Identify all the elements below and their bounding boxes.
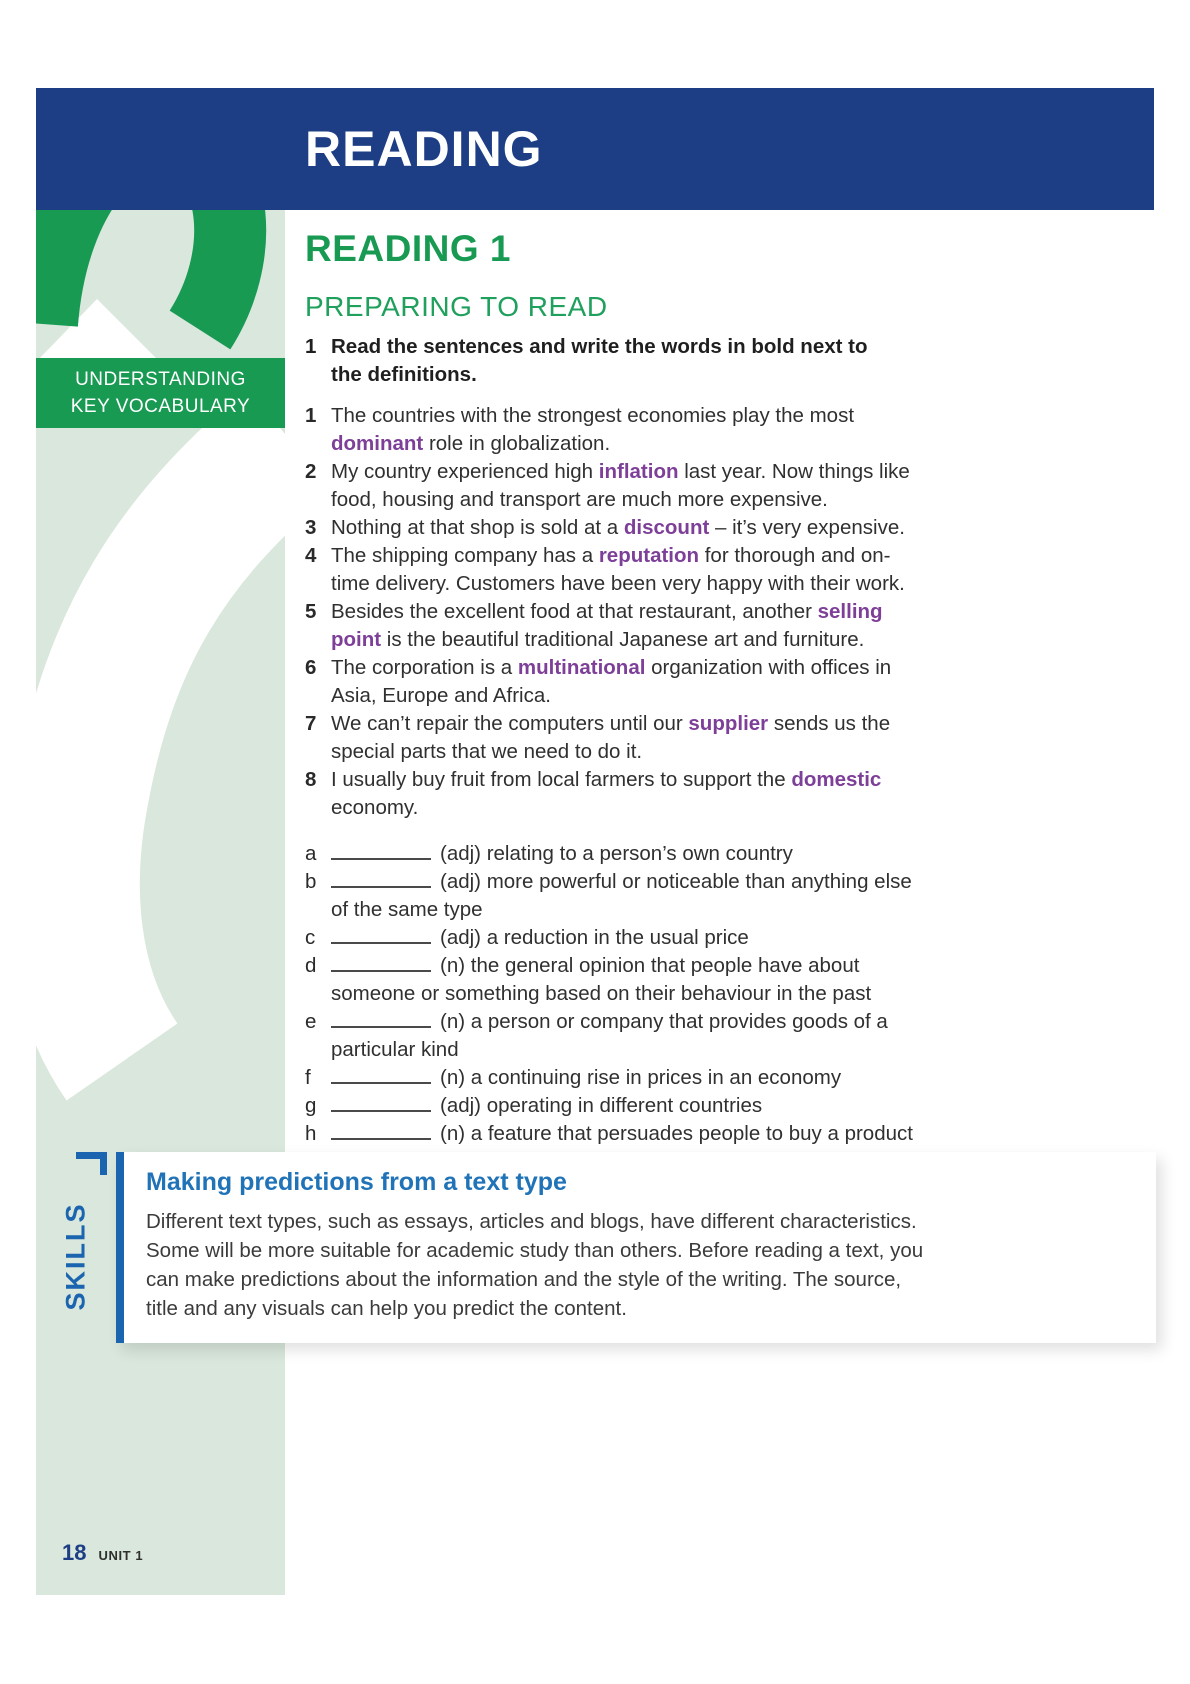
sentence-text-segment: economy.	[331, 796, 419, 819]
definition-blank-line	[331, 955, 431, 972]
definition-text: (adj) more powerful or noticeable than anything else of the same type	[331, 870, 912, 921]
page-title: READING	[305, 121, 543, 177]
vocab-word: discount	[623, 516, 710, 539]
definition-text: (n) the general opinion that people have about someone or something based on their behaviour in the past	[331, 954, 872, 1005]
definition-item	[305, 840, 1005, 868]
exercise-1	[305, 333, 1005, 1148]
section-title: READING 1	[305, 228, 511, 269]
definition-blank-line	[331, 1011, 431, 1028]
definition-text: (adj) relating to a person’s own country	[331, 840, 1005, 868]
page-footer	[62, 1540, 143, 1566]
skills-box-title: Making predictions from a text type	[146, 1168, 567, 1196]
definition-text: (n) a continuing rise in prices in an economy	[331, 1064, 1005, 1092]
sentence-number: 6	[305, 656, 317, 679]
definition-text: (n) a feature that persuades people to buy a product	[331, 1120, 1005, 1148]
sentence-text	[331, 458, 1005, 514]
skills-label-text: SKILLS	[60, 1201, 91, 1311]
definition-letter: b	[305, 870, 317, 893]
sentence-text-segment: Nothing at that shop is sold at a	[331, 516, 624, 539]
sentence-item	[305, 766, 1005, 822]
definition-item	[305, 924, 1005, 952]
sentence-text-segment: last year. Now things like	[678, 460, 910, 483]
sentence-item	[305, 654, 1005, 710]
instruction-text: Read the sentences and write the words in bold next to the definitions.	[331, 335, 868, 386]
sentence-text-segment: Besides the excellent food at that restaurant, another	[331, 600, 818, 623]
definition-blank-line	[331, 843, 431, 860]
sentence-text-segment: I usually buy fruit from local farmers to support the	[331, 768, 792, 791]
sentence-text-segment: is the beautiful traditional Japanese art and furniture.	[381, 628, 865, 651]
definition-blank-line	[331, 1067, 431, 1084]
subsection-title: PREPARING TO READ	[305, 291, 608, 322]
sentence-text-segment: role in globalization.	[423, 432, 611, 455]
sentence-text-segment: The corporation is a	[331, 656, 518, 679]
definition-item	[305, 1008, 1005, 1064]
sentence-text-segment: – it’s very expensive.	[709, 516, 905, 539]
vocab-word: dominant	[331, 432, 424, 455]
skills-box	[116, 1152, 1156, 1343]
sentence-item	[305, 710, 1005, 766]
vocab-word: multinational	[517, 656, 646, 679]
unit-label: UNIT 1	[98, 1548, 144, 1563]
exercise-number: 1	[305, 335, 317, 358]
definition-item	[305, 952, 1005, 1008]
sentence-text	[331, 598, 1005, 654]
exercise-instruction	[305, 333, 1005, 389]
sentence-text	[331, 514, 1005, 542]
sentence-text-segment: We can’t repair the computers until our	[331, 712, 689, 735]
skills-label	[52, 1158, 100, 1354]
reading-header-bar	[36, 88, 1154, 210]
sentence-text-segment: food, housing and transport are much more expensive.	[331, 488, 828, 511]
sentence-text-segment: for thorough and on-	[699, 544, 891, 567]
sentence-number: 4	[305, 544, 317, 567]
sentence-text-segment: Asia, Europe and Africa.	[331, 684, 551, 707]
sentence-text-segment: The countries with the strongest economies play the most	[331, 404, 855, 427]
sentence-text	[331, 766, 1005, 822]
definition-letter: d	[305, 954, 317, 977]
sentence-text-segment: time delivery. Customers have been very happy with their work.	[331, 572, 905, 595]
sentence-item	[305, 514, 1005, 542]
definition-letter: h	[305, 1122, 317, 1145]
vocab-word: reputation	[598, 544, 700, 567]
sentence-number: 7	[305, 712, 317, 735]
sidebar-label-line2: KEY VOCABULARY	[70, 396, 251, 417]
definition-item	[305, 1092, 1005, 1120]
vocab-word: inflation	[598, 460, 679, 483]
sentence-item	[305, 598, 1005, 654]
understanding-key-vocabulary-label	[36, 358, 285, 428]
definition-item	[305, 1120, 1005, 1148]
definition-letter: g	[305, 1094, 317, 1117]
vocab-word: selling	[817, 600, 883, 623]
definition-letter: f	[305, 1066, 311, 1089]
sentence-text	[331, 710, 1005, 766]
definition-letter: c	[305, 926, 316, 949]
sentence-text-segment: The shipping company has a	[331, 544, 599, 567]
sentence-item	[305, 542, 1005, 598]
sentence-number: 5	[305, 600, 317, 623]
definition-text: (adj) a reduction in the usual price	[331, 924, 1005, 952]
sentence-text-segment: sends us the	[768, 712, 891, 735]
sentences-list	[305, 402, 1005, 822]
sentence-text	[331, 654, 1005, 710]
vocab-word: supplier	[688, 712, 769, 735]
definition-item	[305, 1064, 1005, 1092]
definitions-list	[305, 840, 1005, 1148]
definition-blank-line	[331, 1123, 431, 1140]
page-number: 18	[62, 1540, 87, 1565]
vocab-word: point	[331, 628, 382, 651]
definition-text: (adj) operating in different countries	[331, 1092, 1005, 1120]
sentence-number: 8	[305, 768, 317, 791]
sidebar-label-line1: UNDERSTANDING	[75, 369, 246, 390]
definition-blank-line	[331, 871, 431, 888]
definition-letter: a	[305, 842, 317, 865]
definition-blank-line	[331, 927, 431, 944]
sentence-number: 3	[305, 516, 317, 539]
sentence-text-segment: organization with offices in	[645, 656, 892, 679]
definition-letter: e	[305, 1010, 317, 1033]
skills-bracket-decoration	[76, 1152, 107, 1175]
sentence-text	[331, 402, 1005, 458]
sentence-item	[305, 402, 1005, 458]
question-mark-decoration	[36, 88, 285, 1595]
skills-box-body: Different text types, such as essays, articles and blogs, have different characteristics. Some will be more suitable for academic study than others. Before reading a text, you can make predictions about the information and the style of the writing. The source, title and any visuals can help you predict the content.	[146, 1210, 924, 1320]
sentence-text-segment: My country experienced high	[331, 460, 599, 483]
sentence-item	[305, 458, 1005, 514]
definition-blank-line	[331, 1095, 431, 1112]
definition-item	[305, 868, 1005, 924]
sentence-number: 2	[305, 460, 317, 483]
definition-text: (n) a person or company that provides goods of a particular kind	[331, 1010, 888, 1061]
sentence-text-segment: special parts that we need to do it.	[331, 740, 643, 763]
sentence-number: 1	[305, 404, 317, 427]
sentence-text	[331, 542, 1005, 598]
vocab-word: domestic	[791, 768, 882, 791]
